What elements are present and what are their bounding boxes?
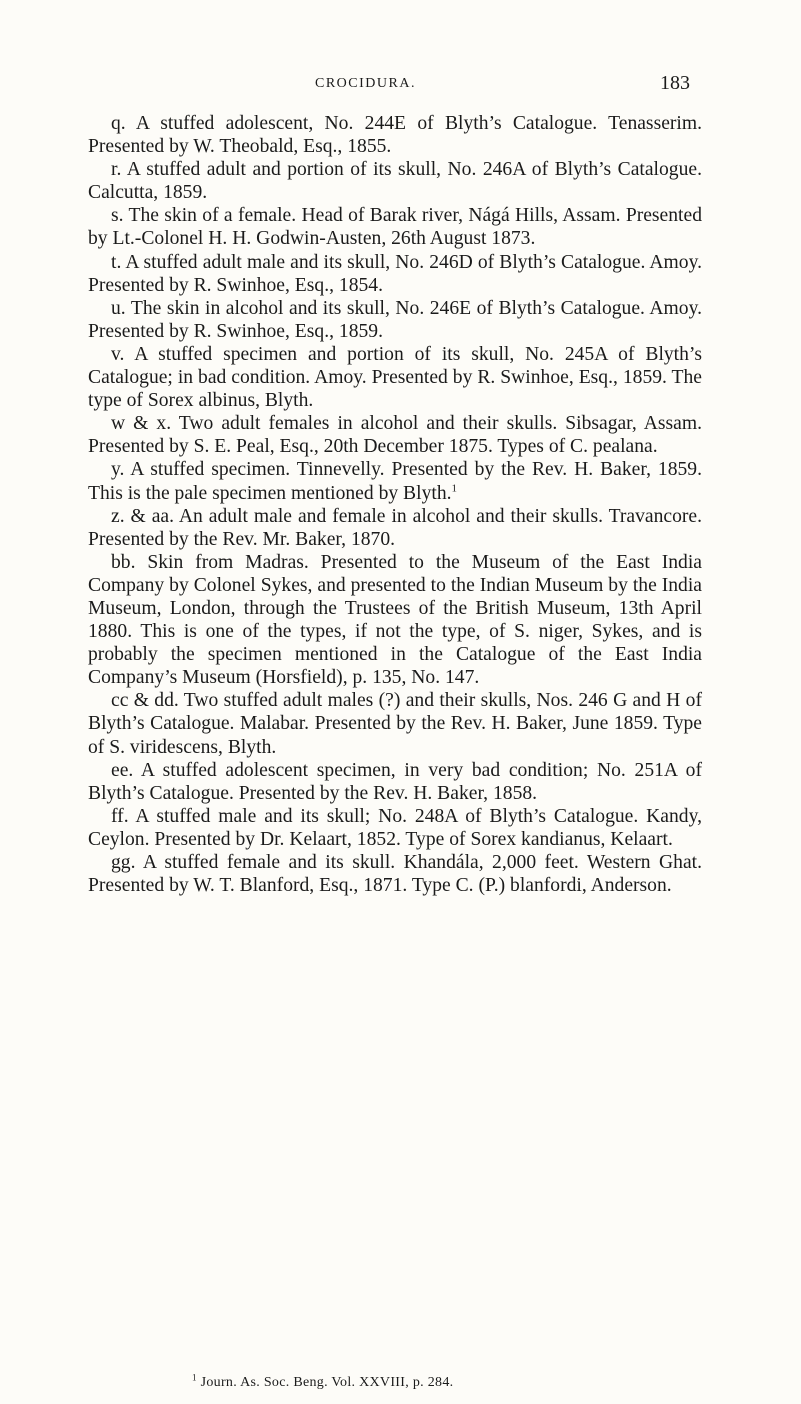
specimen-entry-gg: gg. A stuffed female and its skull. Khandála, 2,000 feet. Western Ghat. Presented by W. T. Blanford, Esq., 1871. Type C. (P.) blanfordi, Anderson. [88, 852, 702, 897]
specimen-entry-v: v. A stuffed specimen and portion of its skull, No. 245A of Blyth’s Catalogue; in bad condition. Amoy. Presented by R. Swinhoe, Esq., 1859. The type of Sorex albinus, Blyth. [88, 343, 702, 412]
specimen-entry-ee: ee. A stuffed adolescent specimen, in very bad condition; No. 251A of Blyth’s Catalogue. Presented by the Rev. H. Baker, 1858. [88, 759, 702, 804]
specimen-entry-y [88, 458, 702, 504]
specimen-entry-s: s. The skin of a female. Head of Barak river, Nágá Hills, Assam. Presented by Lt.-Colonel H. H. Godwin-Austen, 26th August 1873. [88, 205, 702, 250]
specimen-entry-w-x: w & x. Two adult females in alcohol and their skulls. Sibsagar, Assam. Presented by S. E. Peal, Esq., 20th December 1875. Types of C. pealana. [88, 413, 702, 458]
specimen-entry-r: r. A stuffed adult and portion of its skull, No. 246A of Blyth’s Catalogue. Calcutta, 1859. [88, 159, 702, 204]
page-number: 183 [660, 72, 690, 94]
specimen-entry-t: t. A stuffed adult male and its skull, No. 246D of Blyth’s Catalogue. Amoy. Presented by R. Swinhoe, Esq., 1854. [88, 251, 702, 296]
specimen-entry-bb: bb. Skin from Madras. Presented to the Museum of the East India Company by Colonel Sykes, and presented to the Indian Museum by the India Museum, London, through the Trustees of the British Museum, 13th April 1880. This is one of the types, if not the type, of S. niger, Sykes, and is probably the specimen mentioned in the Catalogue of the East India Company’s Museum (Horsfield), p. 135, No. 147. [88, 551, 702, 689]
footnote [192, 1372, 454, 1391]
footnote-reference: 1 [451, 481, 458, 494]
specimen-entry-q: q. A stuffed adolescent, No. 244E of Blyth’s Catalogue. Tenasserim. Presented by W. Theobald, Esq., 1855. [88, 113, 702, 158]
specimen-entry-y-text: y. A stuffed specimen. Tinnevelly. Presented by the Rev. H. Baker, 1859. This is the pale specimen mentioned by Blyth. [88, 459, 702, 504]
specimen-entry-u: u. The skin in alcohol and its skull, No. 246E of Blyth’s Catalogue. Amoy. Presented by R. Swinhoe, Esq., 1859. [88, 297, 702, 342]
specimen-entry-ff: ff. A stuffed male and its skull; No. 248A of Blyth’s Catalogue. Kandy, Ceylon. Presented by Dr. Kelaart, 1852. Type of Sorex kandianus, Kelaart. [88, 805, 702, 850]
running-head: CROCIDURA. [315, 76, 416, 91]
page-header [90, 72, 690, 98]
footnote-text: Journ. As. Soc. Beng. Vol. XXVIII, p. 284. [200, 1375, 454, 1390]
footnote-marker: 1 [192, 1372, 197, 1383]
specimen-entry-z-aa: z. & aa. An adult male and female in alcohol and their skulls. Travancore. Presented by the Rev. Mr. Baker, 1870. [88, 505, 702, 550]
specimen-list [88, 112, 702, 897]
specimen-entry-cc-dd: cc & dd. Two stuffed adult males (?) and their skulls, Nos. 246 G and H of Blyth’s Catalogue. Malabar. Presented by the Rev. H. Baker, June 1859. Type of S. viridescens, Blyth. [88, 690, 702, 758]
